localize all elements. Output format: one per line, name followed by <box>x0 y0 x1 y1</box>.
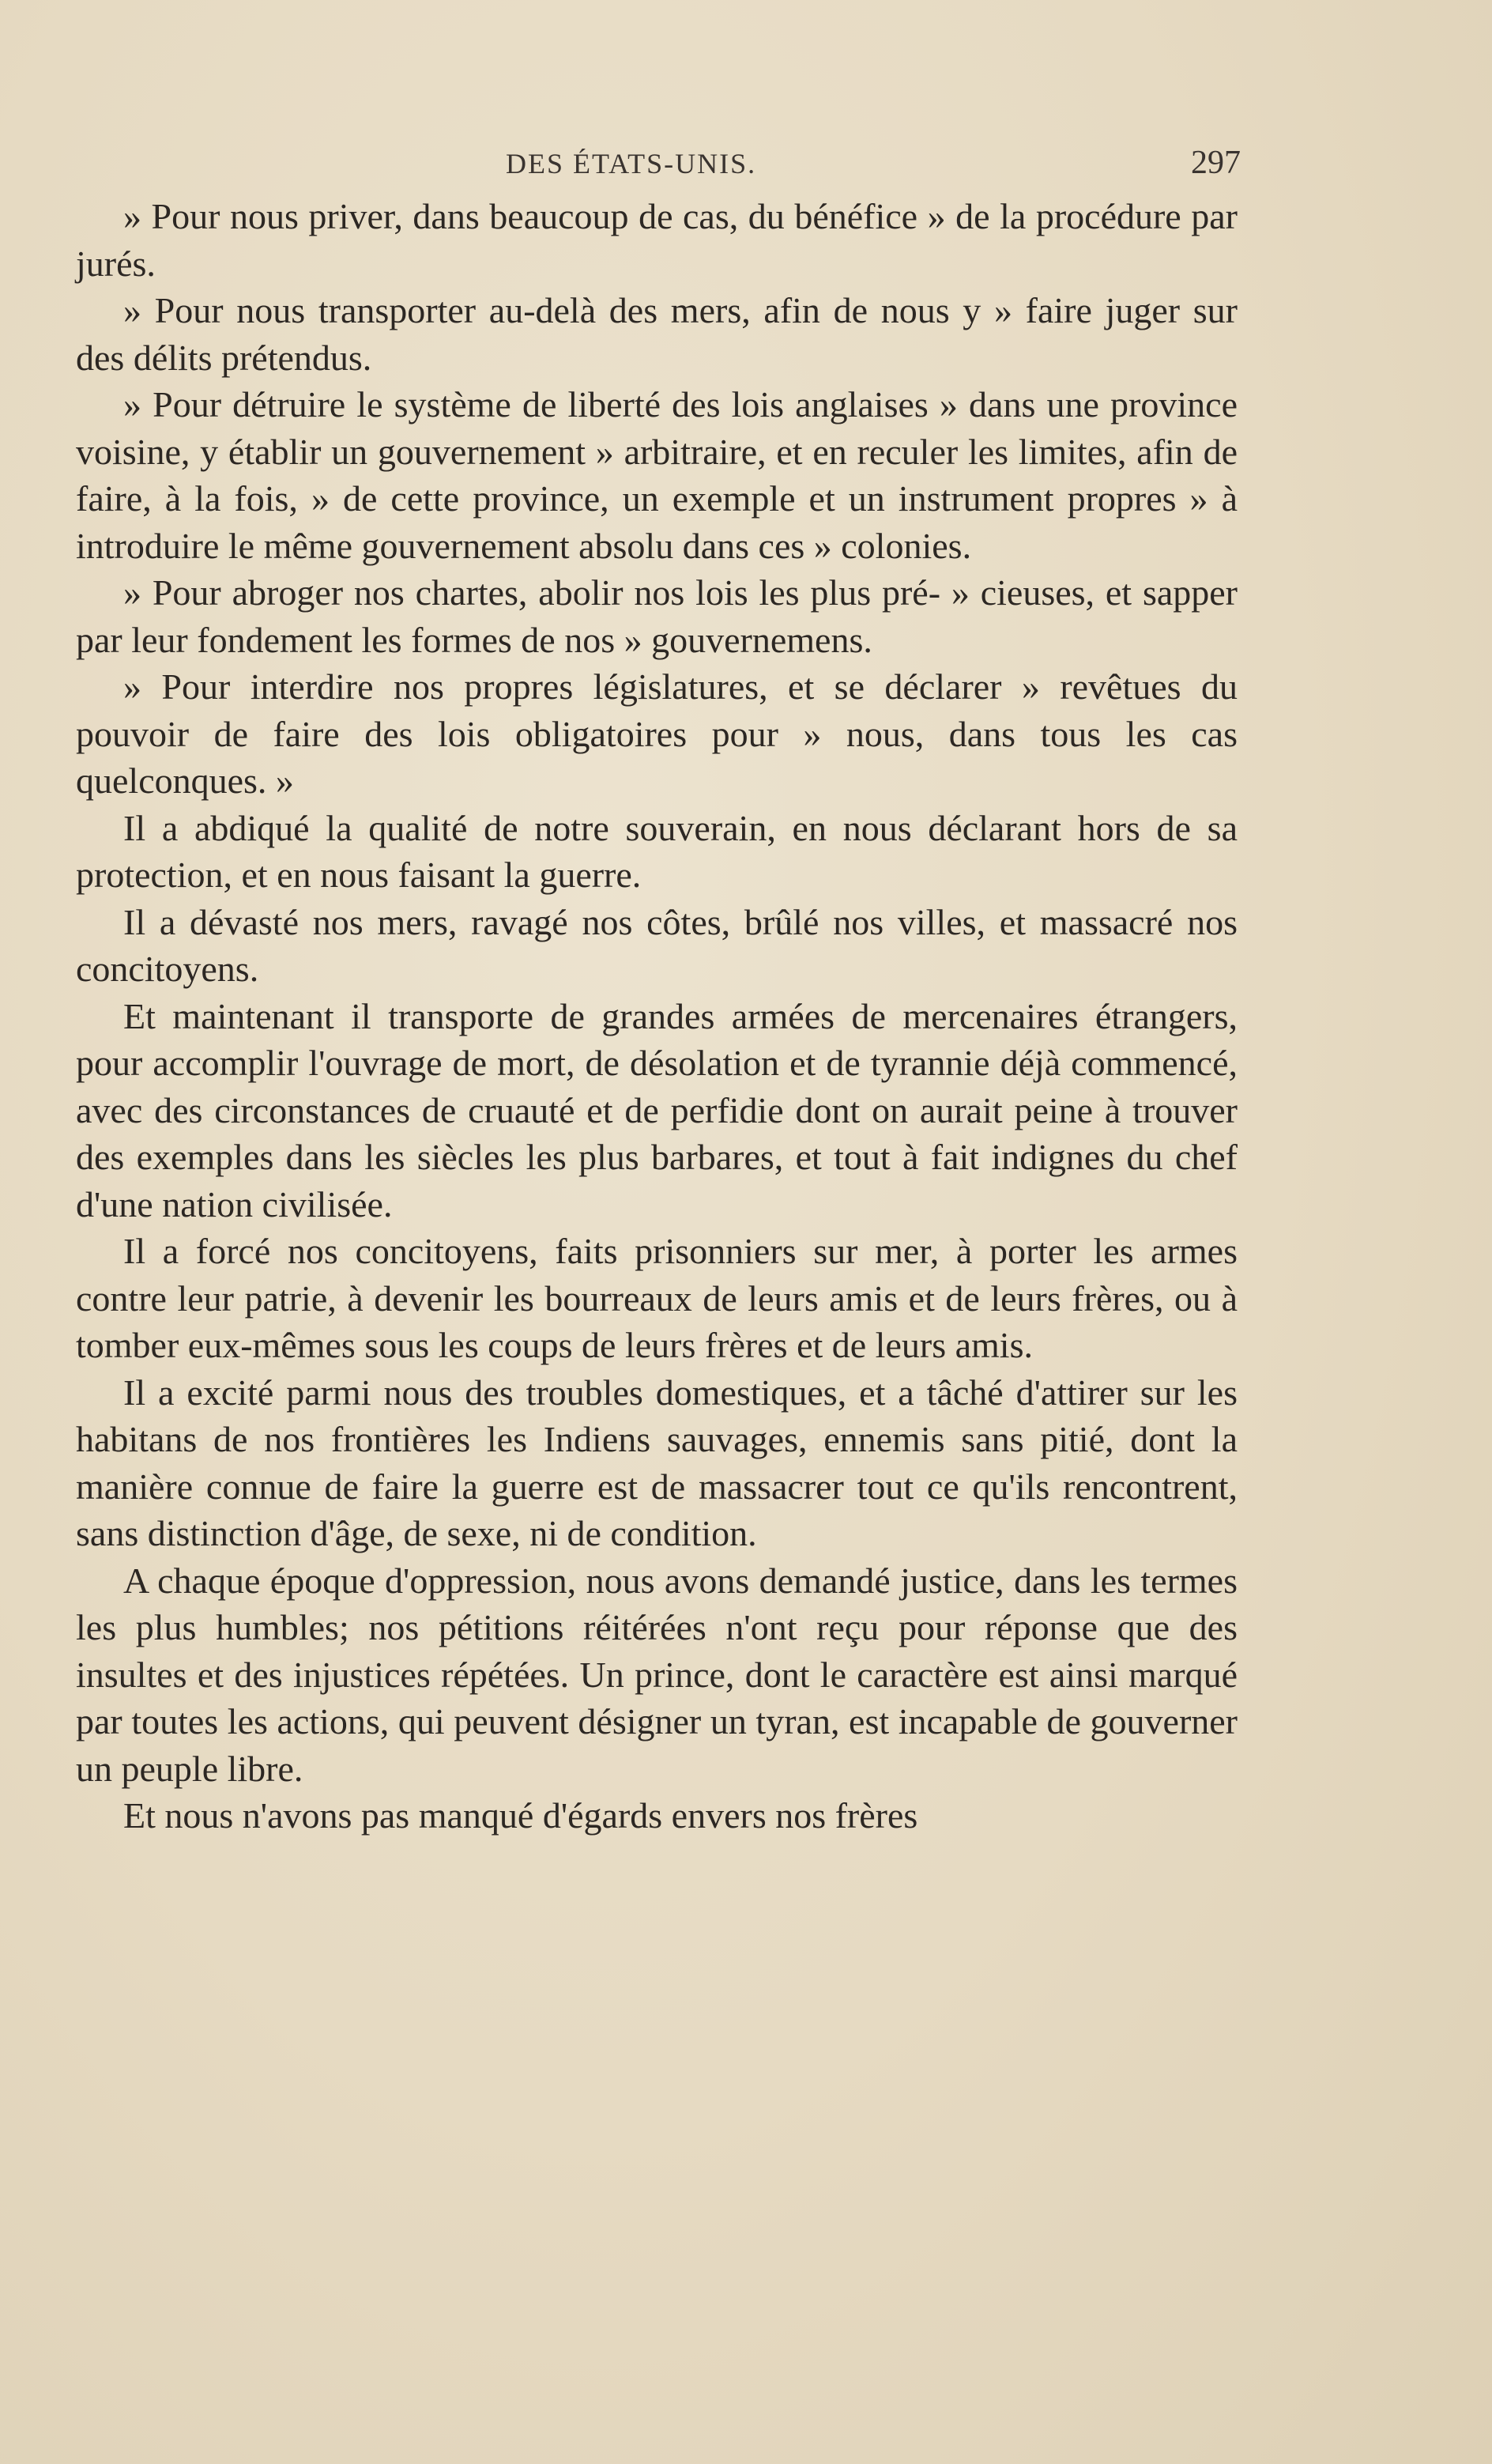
paragraph: Et maintenant il transporte de grandes armées de mercenaires étrangers, pour accomplir l'ouvrage de mort, de désolation et de tyrannie déjà commencé, avec des circonstances de cruauté et de perfidie dont on aurait peine à trouver des exemples dans les siècles les plus barbares, et tout à fait indignes du chef d'une nation civilisée. <box>76 995 1238 1224</box>
paragraph: A chaque époque d'oppression, nous avons demandé justice, dans les termes les plus humbles; nos pétitions réitérées n'ont reçu pour réponse que des insultes et des injustices répétées. Un prince, dont le caractère est ainsi marqué par toutes les actions, qui peuvent désigner un tyran, est incapable de gouverner un peuple libre. <box>76 1560 1238 1789</box>
paragraph: » Pour abroger nos chartes, abolir nos lois les plus pré- » cieuses, et sapper par leur fondement les formes de nos » gouvernemens. <box>76 572 1238 660</box>
paragraph: Il a abdiqué la qualité de notre souverain, en nous déclarant hors de sa protection, et en nous faisant la guerre. <box>76 807 1238 895</box>
paragraph: » Pour nous transporter au-delà des mers, afin de nous y » faire juger sur des délits prétendus. <box>76 290 1238 378</box>
body-text <box>76 193 1238 1840</box>
paragraph: Et nous n'avons pas manqué d'égards envers nos frères <box>123 1795 918 1836</box>
paragraph: Il a dévasté nos mers, ravagé nos côtes, brûlé nos villes, et massacré nos concitoyens. <box>76 901 1238 989</box>
paragraph: Il a excité parmi nous des troubles domestiques, et a tâché d'attirer sur les habitans de nos frontières les Indiens sauvages, ennemis sans pitié, dont la manière connue de faire la guerre est de massacrer tout ce qu'ils rencontrent, sans distinction d'âge, de sexe, ni de condition. <box>76 1372 1238 1553</box>
paragraph: » Pour nous priver, dans beaucoup de cas, du bénéfice » de la procédure par jurés. <box>76 196 1238 284</box>
page-number: 297 <box>1191 145 1241 181</box>
paragraph: » Pour détruire le système de liberté des lois anglaises » dans une province voisine, y établir un gouvernement » arbitraire, et en reculer les limites, afin de faire, à la fois, » de cette province, un exemple et un instrument propres » à introduire le même gouvernement absolu dans ces » colonies. <box>76 384 1238 566</box>
page-header <box>506 147 1241 191</box>
paragraph: » Pour interdire nos propres législatures, et se déclarer » revêtues du pouvoir de faire des lois obligatoires pour » nous, dans tous les cas quelconques. » <box>76 666 1238 801</box>
running-title: DES ÉTATS-UNIS. <box>506 148 757 179</box>
paragraph: Il a forcé nos concitoyens, faits prisonniers sur mer, à porter les armes contre leur patrie, à devenir les bourreaux de leurs amis et de leurs frères, ou à tomber eux-mêmes sous les coups de leurs frères et de leurs amis. <box>76 1231 1238 1365</box>
